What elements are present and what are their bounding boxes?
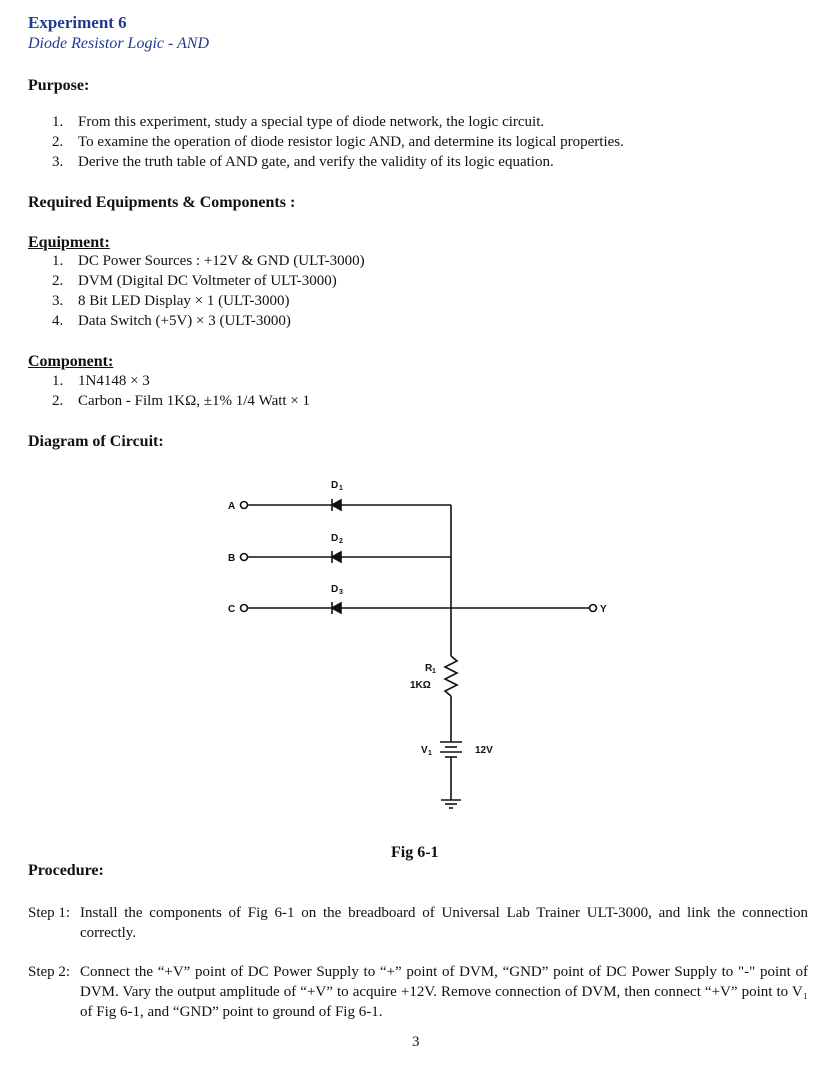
list-number: 1.	[52, 114, 64, 130]
diode-d3	[332, 603, 341, 613]
step-label: Step 1:	[28, 905, 71, 921]
list-number: 2.	[52, 134, 64, 150]
label-d1: D	[331, 480, 339, 491]
label-v1: V	[421, 745, 428, 756]
procedure-step-1	[28, 903, 808, 943]
label-b: B	[228, 553, 236, 564]
list-text: Carbon - Film 1KΩ, ±1% 1/4 Watt × 1	[78, 393, 311, 409]
list-text: To examine the operation of diode resistor logic AND, and determine its logical properties.	[78, 134, 624, 150]
component-heading: Component:	[28, 353, 114, 370]
terminal-a	[241, 502, 248, 509]
purpose-heading: Purpose:	[28, 77, 90, 94]
list-number: 3.	[52, 293, 64, 309]
list-number: 4.	[52, 313, 64, 329]
label-d1-sub: 1	[339, 485, 343, 492]
list-text: Derive the truth table of AND gate, and verify the validity of its logic equation.	[78, 154, 554, 170]
label-d2-sub: 2	[339, 538, 343, 545]
terminal-c	[241, 605, 248, 612]
list-text: DC Power Sources : +12V & GND (ULT-3000)	[78, 253, 365, 269]
label-v1-value: 12V	[475, 745, 493, 756]
list-number: 2.	[52, 273, 64, 289]
label-v1-sub: 1	[428, 750, 432, 757]
label-c: C	[228, 604, 236, 615]
terminal-y	[590, 605, 597, 612]
label-d3-sub: 3	[339, 589, 343, 596]
diode-d2	[332, 552, 341, 562]
label-r1-sub: 1	[432, 668, 436, 675]
diode-d1	[332, 500, 341, 510]
label-y: Y	[600, 604, 607, 615]
list-text: From this experiment, study a special type of diode network, the logic circuit.	[78, 114, 545, 130]
list-text: Data Switch (+5V) × 3 (ULT-3000)	[78, 313, 291, 329]
label-d3: D	[331, 584, 339, 595]
experiment-subtitle: Diode Resistor Logic - AND	[28, 35, 210, 52]
required-heading: Required Equipments & Components :	[28, 194, 296, 211]
list-number: 1.	[52, 373, 64, 389]
step-text: Connect the “+V” point of DC Power Supply to “+” point of DVM, “GND” point of DC Power Supply to "-" point of DVM. Vary the output amplitude of “+V” to acquire +12V. Remove connection of DVM, then connect “+V” point to V₁ of Fig 6-1, and “GND” point to ground of Fig 6-1.	[80, 964, 808, 1020]
list-text: DVM (Digital DC Voltmeter of ULT-3000)	[78, 273, 337, 289]
list-number: 3.	[52, 154, 64, 170]
label-r1: R	[425, 663, 433, 674]
equipment-heading: Equipment:	[28, 234, 110, 251]
label-d2: D	[331, 533, 339, 544]
step-label: Step 2:	[28, 964, 71, 980]
list-text: 1N4148 × 3	[78, 373, 150, 389]
list-text: 8 Bit LED Display × 1 (ULT-3000)	[78, 293, 290, 309]
procedure-heading: Procedure:	[28, 862, 104, 879]
list-number: 2.	[52, 393, 64, 409]
resistor-r1	[445, 656, 457, 696]
label-r1-value: 1KΩ	[410, 680, 431, 691]
terminal-b	[241, 554, 248, 561]
figure-caption: Fig 6-1	[391, 844, 439, 861]
list-number: 1.	[52, 253, 64, 269]
experiment-title: Experiment 6	[28, 13, 127, 32]
diagram-heading: Diagram of Circuit:	[28, 433, 164, 450]
label-a: A	[228, 501, 236, 512]
page-number: 3	[412, 1034, 420, 1050]
procedure-step-2	[28, 962, 808, 1022]
step-text: Install the components of Fig 6-1 on the breadboard of Universal Lab Trainer ULT-3000, and link the connection correctly.	[80, 905, 808, 941]
